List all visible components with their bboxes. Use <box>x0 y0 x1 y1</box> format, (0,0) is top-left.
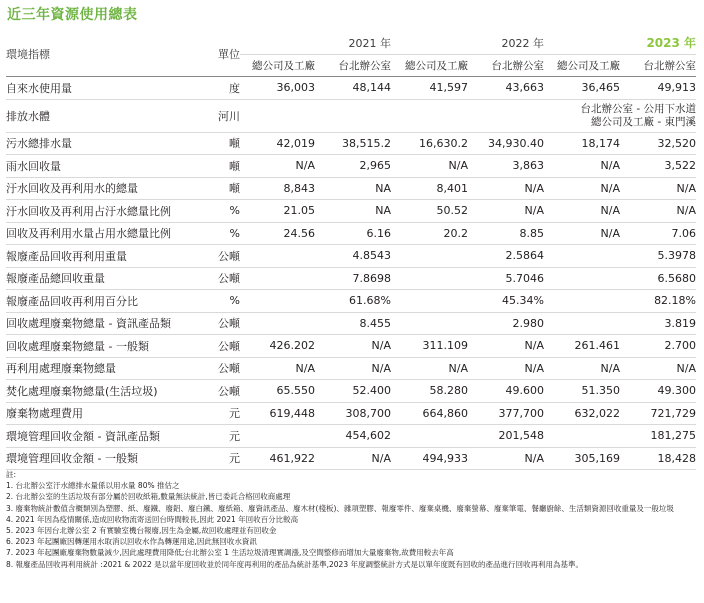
value-cell: 261.461 <box>544 335 620 358</box>
row-indicator: 報廢產品回收再利用重量 <box>6 245 194 268</box>
value-cell: N/A <box>240 155 315 178</box>
table-row <box>6 200 696 223</box>
value-cell: N/A <box>391 155 468 178</box>
discharge-line: 台北辦公室 - 公用下水道 <box>580 102 697 115</box>
value-cell: N/A <box>315 447 391 470</box>
table-body <box>6 77 696 470</box>
value-cell: 36,465 <box>544 77 620 100</box>
table-row <box>6 402 696 425</box>
value-cell: 49.600 <box>468 380 544 403</box>
value-cell: 18,428 <box>620 447 696 470</box>
value-cell: 305,169 <box>544 447 620 470</box>
value-cell: N/A <box>468 177 544 200</box>
merged-value-cell: 181,275 <box>544 425 696 448</box>
value-cell: N/A <box>620 200 696 223</box>
value-cell: 18,174 <box>544 132 620 155</box>
row-unit: % <box>194 222 240 245</box>
value-cell: 58.280 <box>391 380 468 403</box>
header-taipei-2021: 台北辦公室 <box>315 54 391 77</box>
value-cell: 52.400 <box>315 380 391 403</box>
table-row <box>6 447 696 470</box>
value-cell: 20.2 <box>391 222 468 245</box>
discharge-cell <box>544 99 696 132</box>
row-indicator: 雨水回收量 <box>6 155 194 178</box>
note-5: 5. 2023 年因台北辦公室 2 有實驗室機台報廢,因生為金屬,故回收處理並有回收金 <box>6 526 277 536</box>
header-hq-2021: 總公司及工廠 <box>240 54 315 77</box>
row-unit: 公噸 <box>194 380 240 403</box>
table-row <box>6 357 696 380</box>
value-cell: 8.85 <box>468 222 544 245</box>
value-cell: NA <box>315 200 391 223</box>
value-cell: N/A <box>620 357 696 380</box>
note-2: 2. 台北辦公室的生活垃圾有部分屬於回收紙箱,數量無法統計,皆已委託合格回收商處理 <box>6 492 291 502</box>
row-unit: % <box>194 200 240 223</box>
merged-value-cell: 2.980 <box>391 312 544 335</box>
row-indicator: 焚化處理廢棄物總量(生活垃圾) <box>6 380 194 403</box>
row-unit: 度 <box>194 77 240 100</box>
row-indicator: 回收處理廢棄物總量 - 一般類 <box>6 335 194 358</box>
value-cell: N/A <box>468 335 544 358</box>
row-unit: 河川 <box>194 99 240 132</box>
note-3: 3. 廢棄物統計數值含概類別為塑膠、紙、廢鐵、廢鋁、廢白鐵、廢紙箱、廢資訊產品、廢木材(棧板)、雜項塑膠、報廢零件、廢棄桌機、廢棄螢幕、廢棄筆電、餐廳廚餘、生活類資源回收重量及一般垃圾 <box>6 503 674 513</box>
row-unit: 公噸 <box>194 312 240 335</box>
value-cell: N/A <box>544 155 620 178</box>
table-row <box>6 245 696 268</box>
value-cell: 494,933 <box>391 447 468 470</box>
value-cell: 3,522 <box>620 155 696 178</box>
value-cell: N/A <box>544 200 620 223</box>
value-cell: 426.202 <box>240 335 315 358</box>
value-cell: 24.56 <box>240 222 315 245</box>
value-cell: 721,729 <box>620 402 696 425</box>
table-row <box>6 425 696 448</box>
row-unit: 公噸 <box>194 357 240 380</box>
row-indicator: 報廢產品總回收重量 <box>6 267 194 290</box>
empty-cell <box>240 99 544 132</box>
header-hq-2023: 總公司及工廠 <box>544 54 620 77</box>
table-row <box>6 312 696 335</box>
footnotes <box>6 469 696 570</box>
value-cell: 2.700 <box>620 335 696 358</box>
table-row <box>6 290 696 313</box>
value-cell: 619,448 <box>240 402 315 425</box>
row-unit: 公噸 <box>194 267 240 290</box>
row-indicator: 自來水使用量 <box>6 77 194 100</box>
row-indicator: 環境管理回收金額 - 資訊產品類 <box>6 425 194 448</box>
value-cell: 36,003 <box>240 77 315 100</box>
merged-value-cell: 6.5680 <box>544 267 696 290</box>
table-row <box>6 335 696 358</box>
merged-value-cell: 7.8698 <box>240 267 391 290</box>
row-indicator: 再利用處理廢棄物總量 <box>6 357 194 380</box>
note-6: 6. 2023 年起團廠因轉運用水取消以回收水作為轉運用途,因此無回收水資訊 <box>6 537 257 547</box>
value-cell: N/A <box>468 447 544 470</box>
value-cell: 8,401 <box>391 177 468 200</box>
value-cell: N/A <box>240 357 315 380</box>
value-cell: 16,630.2 <box>391 132 468 155</box>
value-cell: 377,700 <box>468 402 544 425</box>
merged-value-cell: 8.455 <box>240 312 391 335</box>
row-indicator: 汙水回收及再利用占汙水總量比例 <box>6 200 194 223</box>
value-cell: 65.550 <box>240 380 315 403</box>
value-cell: 34,930.40 <box>468 132 544 155</box>
row-unit: 公噸 <box>194 335 240 358</box>
merged-value-cell: 61.68% <box>240 290 391 313</box>
note-7: 7. 2023 年起團廠廢棄物數量減少,因此處理費用降低;台北辦公室 1 生活垃圾清理實調漲,及空間整修而增加大量廢棄物,故費用較去年高 <box>6 548 454 558</box>
row-indicator: 排放水體 <box>6 99 194 132</box>
value-cell: 49,913 <box>620 77 696 100</box>
table-row <box>6 267 696 290</box>
value-cell: 632,022 <box>544 402 620 425</box>
row-unit: 元 <box>194 425 240 448</box>
merged-value-cell: 45.34% <box>391 290 544 313</box>
header-unit: 單位 <box>194 32 240 77</box>
value-cell: 42,019 <box>240 132 315 155</box>
row-unit: 噸 <box>194 132 240 155</box>
value-cell: N/A <box>544 357 620 380</box>
value-cell: NA <box>315 177 391 200</box>
table-row <box>6 132 696 155</box>
header-taipei-2023: 台北辦公室 <box>620 54 696 77</box>
row-indicator: 環境管理回收金額 - 一般類 <box>6 447 194 470</box>
table-row <box>6 99 696 132</box>
value-cell: N/A <box>544 222 620 245</box>
row-unit: 元 <box>194 447 240 470</box>
row-indicator: 報廢產品回收再利用百分比 <box>6 290 194 313</box>
value-cell: 311.109 <box>391 335 468 358</box>
resource-usage-table <box>6 32 696 470</box>
header-year-2022: 2022 年 <box>391 32 544 54</box>
value-cell: N/A <box>391 357 468 380</box>
table-row <box>6 222 696 245</box>
value-cell: 49.300 <box>620 380 696 403</box>
value-cell: N/A <box>315 335 391 358</box>
value-cell: 50.52 <box>391 200 468 223</box>
row-unit: 噸 <box>194 155 240 178</box>
merged-value-cell: 4.8543 <box>240 245 391 268</box>
value-cell: 6.16 <box>315 222 391 245</box>
row-indicator: 污水總排水量 <box>6 132 194 155</box>
merged-value-cell: 5.3978 <box>544 245 696 268</box>
value-cell: 48,144 <box>315 77 391 100</box>
merged-value-cell: 3.819 <box>544 312 696 335</box>
header-year-2023: 2023 年 <box>544 32 696 54</box>
header-indicator: 環境指標 <box>6 32 194 77</box>
merged-value-cell: 454,602 <box>240 425 391 448</box>
value-cell: 461,922 <box>240 447 315 470</box>
table-row <box>6 380 696 403</box>
row-indicator: 回收及再利用水量占用水總量比例 <box>6 222 194 245</box>
row-unit: 元 <box>194 402 240 425</box>
value-cell: 41,597 <box>391 77 468 100</box>
row-unit: 噸 <box>194 177 240 200</box>
table-row <box>6 77 696 100</box>
value-cell: N/A <box>468 200 544 223</box>
discharge-line: 總公司及工廠 - 東門溪 <box>591 115 697 128</box>
value-cell: 3,863 <box>468 155 544 178</box>
value-cell: 32,520 <box>620 132 696 155</box>
merged-value-cell: 2.5864 <box>391 245 544 268</box>
page-title: 近三年資源使用總表 <box>7 7 138 23</box>
merged-value-cell: 82.18% <box>544 290 696 313</box>
value-cell: N/A <box>620 177 696 200</box>
table-row <box>6 177 696 200</box>
value-cell: 43,663 <box>468 77 544 100</box>
value-cell: N/A <box>544 177 620 200</box>
value-cell: 308,700 <box>315 402 391 425</box>
value-cell: 21.05 <box>240 200 315 223</box>
value-cell: 664,860 <box>391 402 468 425</box>
value-cell: N/A <box>468 357 544 380</box>
value-cell: 38,515.2 <box>315 132 391 155</box>
header-hq-2022: 總公司及工廠 <box>391 54 468 77</box>
row-unit: 公噸 <box>194 245 240 268</box>
value-cell: 8,843 <box>240 177 315 200</box>
header-year-2021: 2021 年 <box>240 32 391 54</box>
row-indicator: 廢棄物處理費用 <box>6 402 194 425</box>
value-cell: 51.350 <box>544 380 620 403</box>
merged-value-cell: 201,548 <box>391 425 544 448</box>
notes-heading: 註: <box>6 470 17 479</box>
value-cell: N/A <box>315 357 391 380</box>
table-row <box>6 155 696 178</box>
note-1: 1. 台北辦公室汙水總排水量係以用水量 80% 推估之 <box>6 481 180 491</box>
note-8: 8. 報廢產品回收再利用統計 :2021 & 2022 是以當年度回收並於同年度再利用的產品為統計基準,2023 年度調整統計方式是以單年度既有回收的產品進行回收再利用為基準。 <box>6 559 583 569</box>
row-indicator: 回收處理廢棄物總量 - 資訊產品類 <box>6 312 194 335</box>
note-4: 4. 2021 年因為疫情關係,造成回收物流寄送回台時間較長,因此 2021 年回收百分比較高 <box>6 514 299 524</box>
value-cell: 7.06 <box>620 222 696 245</box>
merged-value-cell: 5.7046 <box>391 267 544 290</box>
row-unit: % <box>194 290 240 313</box>
header-taipei-2022: 台北辦公室 <box>468 54 544 77</box>
row-indicator: 汙水回收及再利用水的總量 <box>6 177 194 200</box>
value-cell: 2,965 <box>315 155 391 178</box>
